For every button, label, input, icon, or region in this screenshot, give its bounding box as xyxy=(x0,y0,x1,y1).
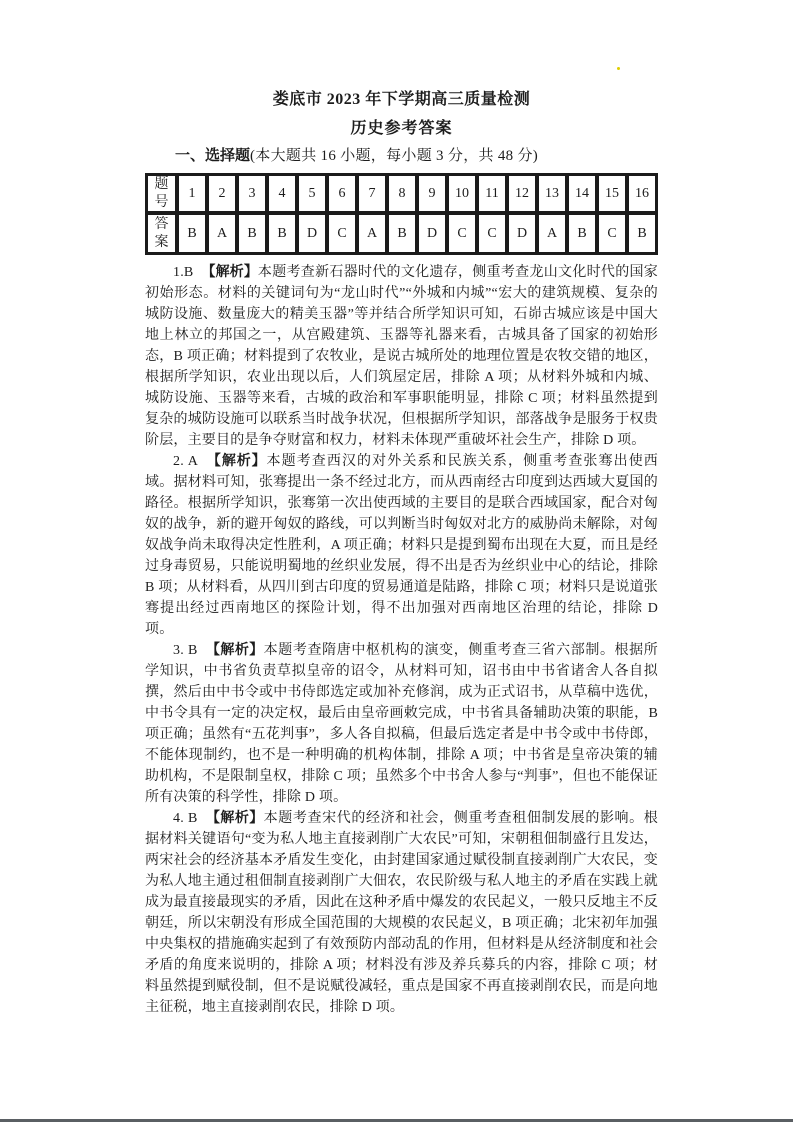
explanation-q1-label: 1.B xyxy=(173,265,194,280)
question-row-header-label: 题号 xyxy=(154,177,169,210)
question-number-cell: 8 xyxy=(388,175,416,212)
answer-cell: B xyxy=(178,214,206,253)
answer-cell: A xyxy=(358,214,386,253)
answer-cell: C xyxy=(478,214,506,253)
question-number-row xyxy=(147,175,656,212)
explanation-q2-tag: 【解析】 xyxy=(206,453,267,469)
answer-cell: B xyxy=(268,214,296,253)
question-number-cell: 11 xyxy=(478,175,506,212)
answer-key-subtitle: 历史参考答案 xyxy=(350,118,453,137)
explanation-q2-label: 2. A xyxy=(173,454,199,469)
question-number-cell: 6 xyxy=(328,175,356,212)
exam-title: 娄底市 2023 年下学期高三质量检测 xyxy=(272,91,531,108)
answer-row xyxy=(147,214,656,253)
explanation-q3 xyxy=(145,640,658,808)
explanation-q4 xyxy=(145,808,658,1018)
explanation-q3-tag: 【解析】 xyxy=(205,642,264,658)
document-content xyxy=(145,86,658,1018)
answer-table xyxy=(145,173,658,255)
question-number-cell: 15 xyxy=(598,175,626,212)
answer-cell: A xyxy=(538,214,566,253)
explanation-q1-text: 本题考查新石器时代的文化遗存，侧重考查龙山文化时代的国家初始形态。材料的关键词句为“龙山时代”“外城和内城”“宏大的建筑规模、复杂的城防设施、数量庞大的精美玉器”等并结合所学知识可知，石峁古城应该是中国大地上林立的邦国之一，从宫殿建筑、玉器等礼器来看，古城具备了国家的初始形态，B 项正确；材料提到了农牧业，是说古城所处的地理位置是农牧交错的地区，根据所学知识，农业出现以后，人们筑屋定居，排除 A 项；从材料外城和内城、城防设施、玉器等来看，古城的政治和军事职能明显，排除 C 项；材料虽然提到复杂的城防设施可以联系当时战争状况，但根据所学知识，部落战争是服务于权贵阶层，主要目的是争夺财富和权力，材料未体现严重破坏社会生产，排除 D 项。 xyxy=(145,265,658,448)
answer-cell: C xyxy=(448,214,476,253)
explanation-q1-tag: 【解析】 xyxy=(201,264,258,280)
answer-cell: D xyxy=(418,214,446,253)
explanation-q1 xyxy=(145,262,658,451)
question-number-cell: 2 xyxy=(208,175,236,212)
section-heading-note: (本大题共 16 小题，每小题 3 分，共 48 分) xyxy=(250,148,539,164)
answer-cell: D xyxy=(298,214,326,253)
scan-artifact-dot xyxy=(617,67,620,70)
explanation-q2 xyxy=(145,451,658,640)
question-number-cell: 5 xyxy=(298,175,326,212)
answer-row-header xyxy=(147,214,176,253)
question-number-cell: 14 xyxy=(568,175,596,212)
answer-cell: C xyxy=(598,214,626,253)
question-number-cell: 16 xyxy=(628,175,656,212)
explanation-q4-tag: 【解析】 xyxy=(205,810,264,826)
explanation-q2-text: 本题考查西汉的对外关系和民族关系，侧重考查张骞出使西域。据材料可知，张骞提出一条不经过北方，而从西南经古印度到达西域大夏国的路径。根据所学知识，张骞第一次出使西域的主要目的是联合西域国家，配合对匈奴的战争，新的避开匈奴的路线，可以判断当时匈奴对北方的威胁尚未解除，对匈奴战争尚未取得决定性胜利，A 项正确；材料只是提到蜀布出现在大夏，而且是经过身毒贸易，只能说明蜀地的丝织业发展，得不出是否为丝织业中心的结论，排除 B 项；从材料看，从四川到古印度的贸易通道是陆路，排除 C 项；材料只是说道张骞提出经过西南地区的探险计划，得不出加强对西南地区治理的结论，排除 D 项。 xyxy=(145,454,659,637)
question-number-cell: 12 xyxy=(508,175,536,212)
explanation-q3-label: 3. B xyxy=(173,643,198,658)
section-heading-bold: 一、选择题 xyxy=(175,146,251,164)
question-number-cell: 4 xyxy=(268,175,296,212)
question-number-cell: 13 xyxy=(538,175,566,212)
answer-cell: B xyxy=(238,214,266,253)
question-number-cell: 9 xyxy=(418,175,446,212)
question-number-cell: 7 xyxy=(358,175,386,212)
answer-cell: C xyxy=(328,214,356,253)
explanation-q4-text: 本题考查宋代的经济和社会，侧重考查租佃制发展的影响。根据材料关键语句“变为私人地主直接剥削广大农民”可知，宋朝租佃制盛行且发达，两宋社会的经济基本矛盾发生变化，由封建国家通过赋役制直接剥削广大农民，变为私人地主通过租佃制直接剥削广大佃农，农民阶级与私人地主的矛盾在实践上就成为最直接最现实的矛盾，因此在这种矛盾中爆发的农民起义，一般只反地主不反朝廷，所以宋朝没有形成全国范围的大规模的农民起义，B 项正确；北宋初年加强中央集权的措施确实起到了有效预防内部动乱的作用，但材料是从经济制度和社会矛盾的角度来说明的，排除 A 项；材料没有涉及养兵募兵的内容，排除 C 项；材料虽然提到赋役制，但不是说赋役减轻，重点是国家不再直接剥削农民，而是向地主征税，地主直接剥削农民，排除 D 项。 xyxy=(145,811,659,1015)
explanation-q3-text: 本题考查隋唐中枢机构的演变，侧重考查三省六部制。根据所学知识，中书省负责草拟皇帝的诏令，从材料可知，诏书由中书省诸舍人各自拟撰，然后由中书令或中书侍郎选定或加补充修润，成为正式诏书，从草稿中选优，中书令具有一定的决定权，最后由皇帝画敕完成，中书省具备辅助决策的职能，B 项正确；虽然有“五花判事”，多人各自拟稿，但最后选定者是中书令或中书侍郎，不能体现制约，也不是一种明确的机构体制，排除 A 项；中书省是皇帝决策的辅助机构，不是限制皇权，排除 C 项；虽然多个中书舍人参与“判事”，但也不能保证所有决策的科学性，排除 D 项。 xyxy=(145,643,659,805)
question-row-header xyxy=(147,175,176,212)
section-heading-multiple-choice xyxy=(145,144,658,165)
question-number-cell: 10 xyxy=(448,175,476,212)
answer-cell: B xyxy=(568,214,596,253)
answer-cell: B xyxy=(388,214,416,253)
question-number-cell: 3 xyxy=(238,175,266,212)
answer-row-header-label: 答案 xyxy=(154,217,169,250)
answer-cell: B xyxy=(628,214,656,253)
answer-cell: D xyxy=(508,214,536,253)
explanation-q4-label: 4. B xyxy=(173,811,198,826)
question-number-cell: 1 xyxy=(178,175,206,212)
answer-cell: A xyxy=(208,214,236,253)
